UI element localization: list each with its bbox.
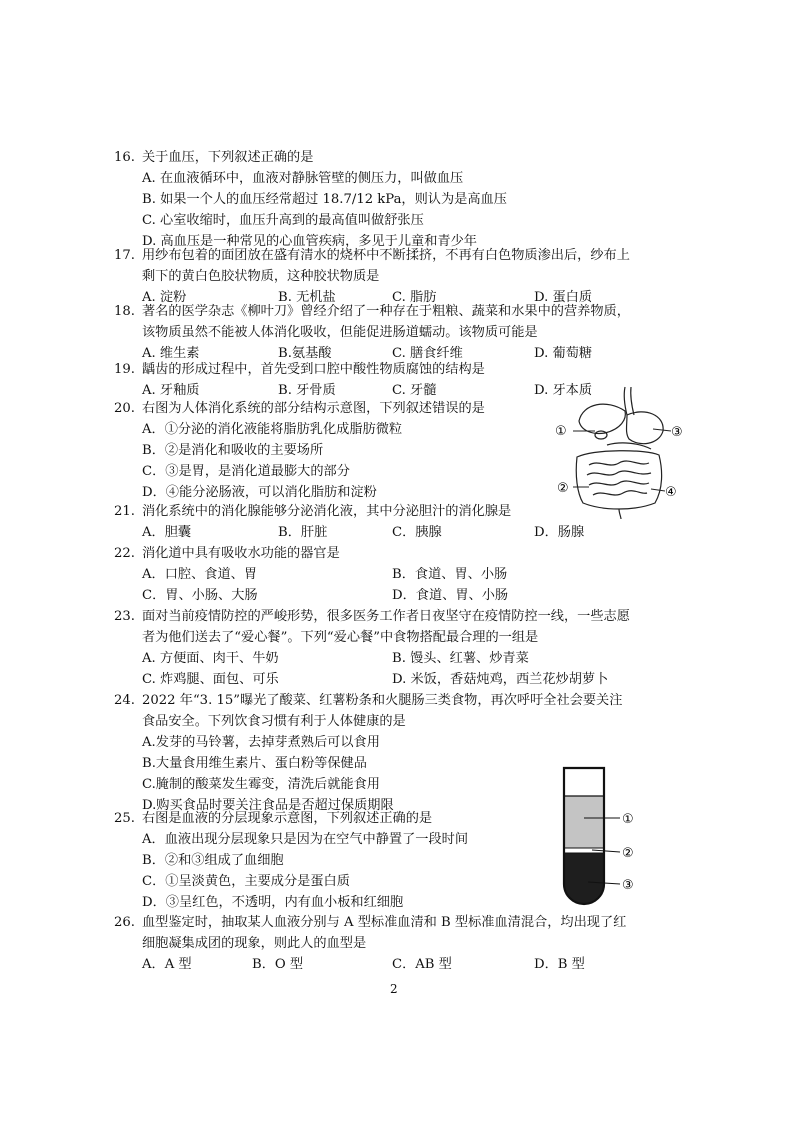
- option-d: D. 米饭，香菇炖鸡，西兰花炒胡萝卜: [392, 672, 609, 687]
- option-b: B．食道、胃、小肠: [392, 567, 508, 582]
- question-stem: 右图为人体消化系统的部分结构示意图，下列叙述错误的是: [142, 401, 485, 416]
- option-c: C. 膳食纤维: [392, 346, 463, 361]
- option-d: D. 蛋白质: [534, 290, 593, 305]
- question-number: 22.: [114, 546, 135, 561]
- question-stem: 2022 年“3. 15”曝光了酸菜、红薯粉条和火腿肠三类食物，再次呼吁全社会要关注: [142, 693, 623, 708]
- option-a: A. 方便面、肉干、牛奶: [142, 651, 279, 666]
- question-stem: 右图是血液的分层现象示意图，下列叙述正确的是: [142, 811, 433, 826]
- option-c: C．③是胃，是消化道最膨大的部分: [142, 464, 350, 479]
- option-c: C．①呈淡黄色，主要成分是蛋白质: [142, 874, 350, 889]
- option-a: A. 维生素: [142, 346, 200, 361]
- option-a: A.发芽的马铃薯，去掉芽煮熟后可以食用: [142, 735, 380, 750]
- option-c: C. 心室收缩时，血压升高到的最高值叫做舒张压: [142, 213, 424, 228]
- layer-label-3: ③: [622, 878, 634, 893]
- option-b: B. 馒头、红薯、炒青菜: [392, 651, 529, 666]
- question-stem: 消化系统中的消化腺能够分泌消化液，其中分泌胆汁的消化腺是: [142, 504, 512, 519]
- option-d: D. 牙本质: [534, 383, 593, 398]
- label-1: ①: [555, 424, 567, 439]
- question-number: 19.: [114, 362, 135, 377]
- option-b: B.氨基酸: [278, 346, 332, 361]
- option-d: D. 高血压是一种常见的心血管疾病，多见于儿童和青少年: [142, 234, 477, 249]
- option-d: D.购买食品时要关注食品是否超过保质期限: [142, 798, 394, 813]
- question-stem-cont: 剩下的黄白色胶状物质，这种胶状物质是: [142, 269, 380, 284]
- label-2: ②: [557, 481, 569, 496]
- layer-label-1: ①: [622, 812, 634, 827]
- question-stem-cont: 食品安全。下列饮食习惯有利于人体健康的是: [142, 714, 406, 729]
- option-c: C. 牙髓: [392, 383, 437, 398]
- question-stem: 关于血压，下列叙述正确的是: [142, 150, 314, 165]
- option-a: A．胆囊: [142, 525, 192, 540]
- question-stem: 用纱布包着的面团放在盛有清水的烧杯中不断揉挤，不再有白色物质渗出后，纱布上: [142, 248, 630, 263]
- question-number: 18.: [114, 304, 135, 319]
- question-stem-cont: 细胞凝集成团的现象，则此人的血型是: [142, 936, 367, 951]
- option-b: B．肝脏: [278, 525, 328, 540]
- option-a: A．口腔、食道、胃: [142, 567, 258, 582]
- question-stem: 消化道中具有吸收水功能的器官是: [142, 546, 340, 561]
- option-b: B．O 型: [252, 957, 304, 972]
- option-c: C．AB 型: [392, 957, 452, 972]
- question-number: 25.: [114, 811, 135, 826]
- option-b: B．②是消化和吸收的主要场所: [142, 443, 324, 458]
- question-number: 26.: [114, 915, 135, 930]
- option-d: D. 葡萄糖: [534, 346, 593, 361]
- digestive-system-figure: [555, 385, 685, 520]
- option-c: C. 脂肪: [392, 290, 437, 305]
- question-number: 17.: [114, 248, 135, 263]
- option-c: C．胰腺: [392, 525, 442, 540]
- option-c: C．胃、小肠、大肠: [142, 588, 258, 603]
- option-d: D．食道、胃、小肠: [392, 588, 509, 603]
- blood-tube-figure: [558, 764, 658, 914]
- option-d: D．④能分泌肠液，可以消化脂肪和淀粉: [142, 485, 377, 500]
- label-3: ③: [671, 425, 683, 440]
- option-a: A．A 型: [142, 957, 192, 972]
- option-c: C.腌制的酸菜发生霉变，清洗后就能食用: [142, 777, 380, 792]
- question-stem-cont: 者为他们送去了“爱心餐”。下列“爱心餐”中食物搭配最合理的一组是: [142, 630, 539, 645]
- option-b: B. 无机盐: [278, 290, 336, 305]
- option-a: A．血液出现分层现象只是因为在空气中静置了一段时间: [142, 832, 469, 847]
- option-d: D．③呈红色，不透明，内有血小板和红细胞: [142, 895, 404, 910]
- option-a: A．①分泌的消化液能将脂肪乳化成脂肪微粒: [142, 422, 403, 437]
- question-number: 24.: [114, 693, 135, 708]
- option-b: B.大量食用维生素片、蛋白粉等保健品: [142, 756, 367, 771]
- question-number: 16.: [114, 150, 135, 165]
- option-a: A. 在血液循环中，血液对静脉管壁的侧压力，叫做血压: [142, 171, 464, 186]
- option-a: A. 牙釉质: [142, 383, 200, 398]
- question-number: 21.: [114, 504, 135, 519]
- layer-label-2: ②: [622, 846, 634, 861]
- label-4: ④: [665, 485, 677, 500]
- option-d: D．肠腺: [534, 525, 585, 540]
- option-b: B．②和③组成了血细胞: [142, 853, 284, 868]
- question-number: 23.: [114, 609, 135, 624]
- question-stem: 龋齿的形成过程中，首先受到口腔中酸性物质腐蚀的结构是: [142, 362, 485, 377]
- question-stem: 血型鉴定时，抽取某人血液分别与 A 型标准血清和 B 型标准血清混合，均出现了红: [142, 915, 627, 930]
- option-d: D．B 型: [534, 957, 585, 972]
- question-stem-cont: 该物质虽然不能被人体消化吸收，但能促进肠道蠕动。该物质可能是: [142, 325, 538, 340]
- question-stem: 面对当前疫情防控的严峻形势，很多医务工作者日夜坚守在疫情防控一线，一些志愿: [142, 609, 630, 624]
- question-number: 20.: [114, 401, 135, 416]
- question-stem: 著名的医学杂志《柳叶刀》曾经介绍了一种存在于粗粮、蔬菜和水果中的营养物质，: [142, 304, 630, 319]
- option-b: B. 如果一个人的血压经常超过 18.7/12 kPa，则认为是高血压: [142, 192, 507, 207]
- page-number: 2: [390, 982, 398, 996]
- option-a: A. 淀粉: [142, 290, 187, 305]
- option-b: B. 牙骨质: [278, 383, 336, 398]
- option-c: C. 炸鸡腿、面包、可乐: [142, 672, 279, 687]
